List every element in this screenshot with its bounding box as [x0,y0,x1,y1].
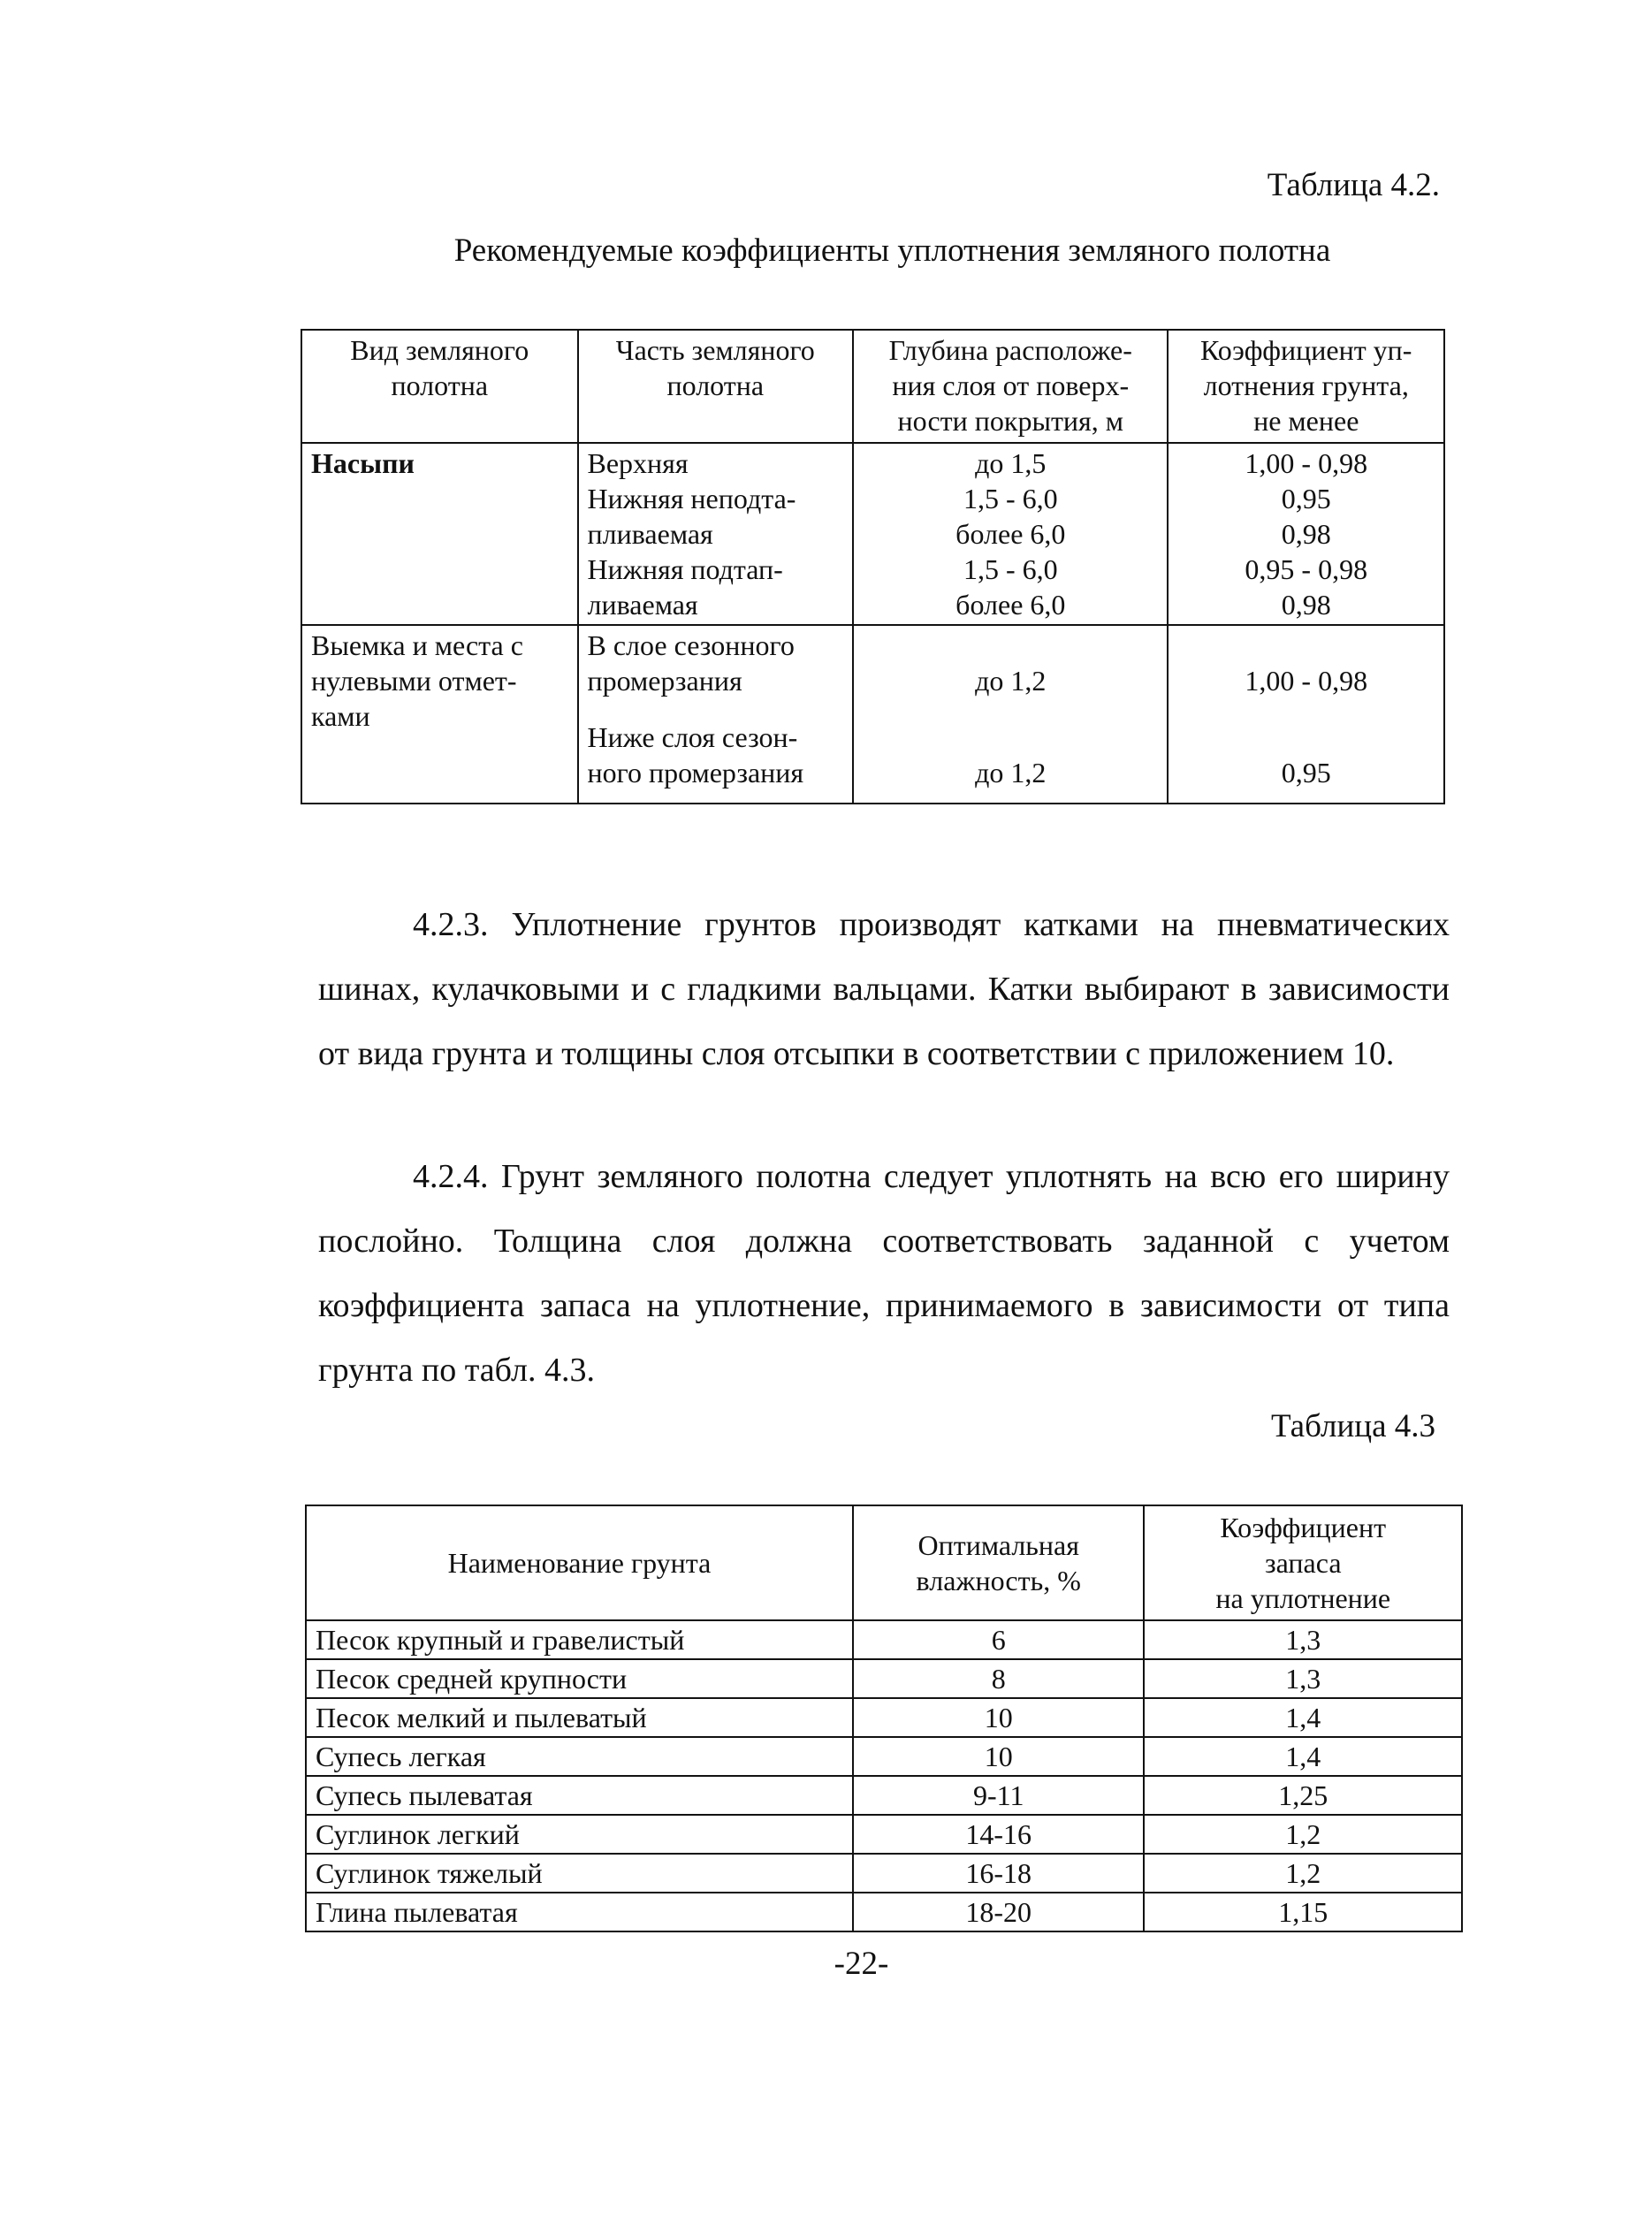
table-row-excavations [301,625,1444,804]
embankment-depths-cell: до 1,5 1,5 - 6,0 более 6,0 1,5 - 6,0 более 6,0 [853,443,1168,625]
paragraph-4-2-4: 4.2.4. Грунт земляного полотна следует уплотнять на всю его ширину послойно. Толщина слоя должна соответствовать заданной с учетом коэффициента запаса на уплотнение, принимаемого в зависимости от типа грунта по табл. 4.3. [318,1158,1450,1389]
header-cell-type: Вид земляного полотна [301,330,578,443]
table-row: Супесь пылеватая 9-11 1,25 [306,1776,1462,1815]
table-row: Песок крупный и гравелистый 6 1,3 [306,1620,1462,1659]
embankment-type-cell: Насыпи [301,443,578,625]
table-4-2-title: Рекомендуемые коэффициенты уплотнения земляного полотна [453,232,1331,269]
header-cell-moisture: Оптимальная влажность, % [853,1505,1145,1620]
table-row: Супесь легкая 10 1,4 [306,1737,1462,1776]
header-cell-part: Часть земляного полотна [578,330,854,443]
embankment-parts-cell: Верхняя Нижняя неподта- пливаемая Нижняя подтап- ливаемая [578,443,854,625]
excavation-parts-cell: В слое сезонного промерзания Ниже слоя сезон- ного промерзания [578,625,854,804]
table-row: Глина пылеватая 18-20 1,15 [306,1893,1462,1931]
embankment-coefficients-cell: 1,00 - 0,98 0,95 0,98 0,95 - 0,98 0,98 [1168,443,1444,625]
table-row-embankments [301,443,1444,625]
table-4-2-label: Таблица 4.2. [1267,167,1440,203]
table-4-3-label: Таблица 4.3 [1271,1408,1435,1444]
table-row: Суглинок легкий 14-16 1,2 [306,1815,1462,1854]
table-header-row [301,330,1444,443]
table-row: Песок мелкий и пылеватый 10 1,4 [306,1698,1462,1737]
table-header-row [306,1505,1462,1620]
table-row: Суглинок тяжелый 16-18 1,2 [306,1854,1462,1893]
table-row: Песок средней крупности 8 1,3 [306,1659,1462,1698]
header-cell-coefficient: Коэффициент уп- лотнения грунта, не менее [1168,330,1444,443]
excavation-type-cell: Выемка и места с нулевыми отмет- ками [301,625,578,804]
header-cell-reserve-coefficient: Коэффициент запаса на уплотнение [1144,1505,1462,1620]
excavation-depths-cell: до 1,2 до 1,2 [853,625,1168,804]
excavation-coefficients-cell: 1,00 - 0,98 0,95 [1168,625,1444,804]
compaction-coefficients-table [301,329,1445,804]
header-cell-soil-name: Наименование грунта [306,1505,853,1620]
paragraph-4-2-3: 4.2.3. Уплотнение грунтов производят катками на пневматических шинах, кулачковыми и с гладкими вальцами. Катки выбирают в зависимости от вида грунта и толщины слоя отсыпки в соответствии с приложением 10. [318,906,1450,1072]
page-number: -22- [834,1946,889,1982]
soil-reserve-coefficient-table [305,1505,1463,1932]
header-cell-depth: Глубина расположе- ния слоя от поверх- ности покрытия, м [853,330,1168,443]
